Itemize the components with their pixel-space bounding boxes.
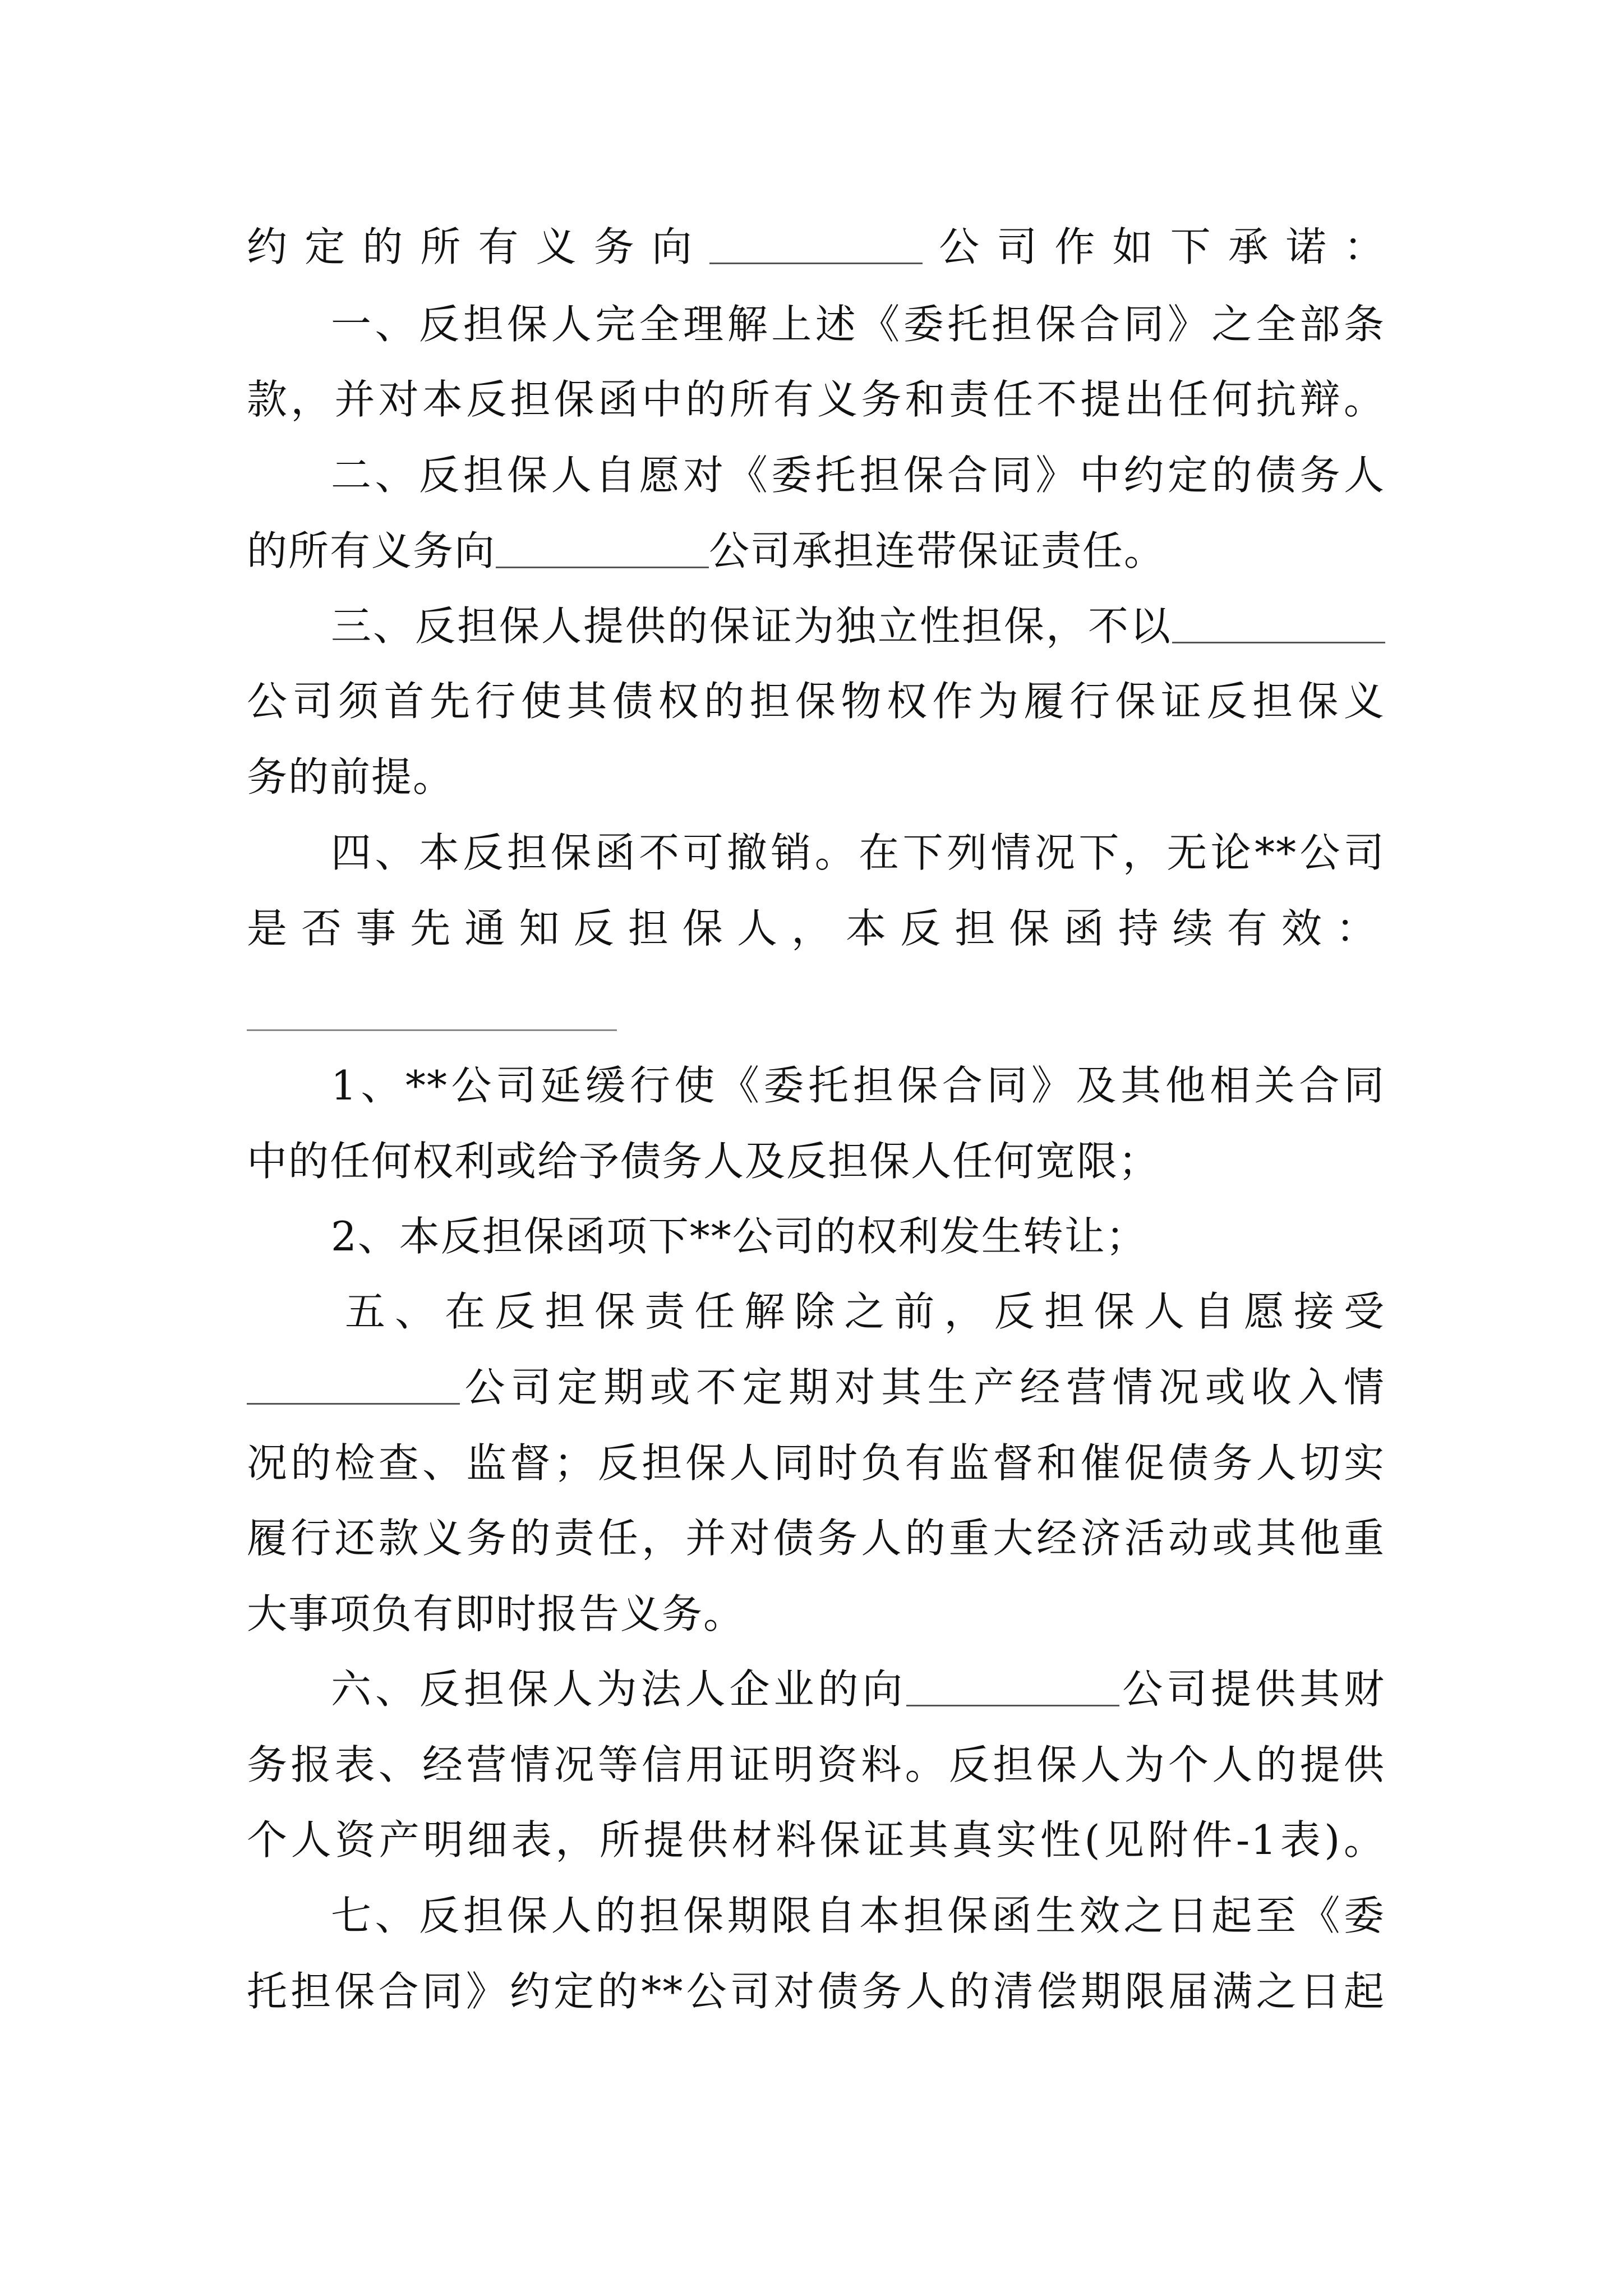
text-line-14 bbox=[247, 1283, 1385, 1340]
text-line-4 bbox=[247, 447, 1385, 503]
line-14-text: 五、在反担保责任解除之前，反担保人自愿接受 bbox=[345, 1288, 1385, 1335]
text-line-6 bbox=[247, 598, 1385, 654]
text-line-15 bbox=[247, 1359, 1385, 1415]
text-line-2 bbox=[247, 296, 1385, 352]
text-line-1 bbox=[247, 219, 1385, 275]
line-19-part-a: 六、反担保人为法人企业的向 bbox=[331, 1665, 907, 1713]
line-3-text: 款，并对本反担保函中的所有义务和责任不提出任何抗辩。 bbox=[247, 376, 1385, 423]
text-line-8 bbox=[247, 749, 1385, 805]
text-line-16 bbox=[247, 1435, 1385, 1491]
line-1-part-a: 约定的所有义务向 bbox=[247, 223, 709, 270]
line-13-text: 2、本反担保函项下**公司的权利发生转让； bbox=[331, 1213, 1147, 1260]
fill-in-blank-1[interactable] bbox=[709, 222, 923, 264]
text-line-21 bbox=[247, 1812, 1385, 1868]
line-4-text: 二、反担保人自愿对《委托担保合同》中约定的债务人 bbox=[331, 452, 1385, 499]
text-line-7 bbox=[247, 673, 1385, 729]
line-19-part-b: 公司提供其财 bbox=[1119, 1665, 1385, 1713]
line-15-text: 公司定期或不定期对其生产经营情况或收入情 bbox=[460, 1364, 1385, 1411]
line-8-text: 务的前提。 bbox=[247, 753, 455, 800]
fill-in-blank-5[interactable] bbox=[906, 1664, 1119, 1706]
line-18-text: 大事项负有即时报告义务。 bbox=[247, 1590, 745, 1637]
text-line-11 bbox=[247, 1057, 1385, 1114]
line-7-text: 公司须首先行使其债权的担保物权作为履行保证反担保义 bbox=[247, 678, 1385, 725]
text-line-3 bbox=[247, 371, 1385, 427]
text-line-9 bbox=[247, 825, 1385, 881]
text-line-22 bbox=[247, 1888, 1385, 1944]
text-line-19 bbox=[247, 1661, 1385, 1717]
line-1-part-b: 公司作如下承诺： bbox=[923, 223, 1385, 270]
line-21-text: 个人资产明细表，所提供材料保证其真实性(见附件-1表)。 bbox=[247, 1816, 1385, 1864]
line-11-text: 1、**公司延缓行使《委托担保合同》及其他相关合同 bbox=[331, 1062, 1385, 1109]
line-12-text: 中的任何权利或给予债务人及反担保人任何宽限； bbox=[247, 1138, 1160, 1185]
line-6-text: 三、反担保人提供的保证为独立性担保，不以 bbox=[331, 602, 1172, 650]
line-23-text: 托担保合同》约定的**公司对债务人的清偿期限届满之日起 bbox=[247, 1968, 1385, 2015]
text-line-18 bbox=[247, 1586, 1385, 1642]
text-line-20 bbox=[247, 1737, 1385, 1793]
line-5-part-a: 的所有义务向 bbox=[247, 527, 496, 574]
line-16-text: 况的检查、监督；反担保人同时负有监督和催促债务人切实 bbox=[247, 1439, 1385, 1487]
text-line-13 bbox=[247, 1208, 1385, 1264]
line-17-text: 履行还款义务的责任，并对债务人的重大经济活动或其他重 bbox=[247, 1515, 1385, 1562]
line-5-part-b: 公司承担连带保证责任。 bbox=[709, 527, 1166, 574]
line-20-text: 务报表、经营情况等信用证明资料。反担保人为个人的提供 bbox=[247, 1741, 1385, 1788]
line-10-text: 是否事先通知反担保人，本反担保函持续有效： bbox=[247, 905, 1385, 952]
line-22-text: 七、反担保人的担保期限自本担保函生效之日起至《委 bbox=[331, 1892, 1385, 1939]
text-line-5 bbox=[247, 523, 1385, 579]
line-9-text: 四、本反担保函不可撤销。在下列情况下，无论**公司 bbox=[331, 829, 1385, 876]
fill-in-blank-3[interactable] bbox=[1172, 601, 1385, 643]
text-line-12 bbox=[247, 1133, 1385, 1189]
text-line-17 bbox=[247, 1510, 1385, 1566]
fill-in-blank-2[interactable] bbox=[496, 526, 709, 568]
separator-line bbox=[247, 1029, 617, 1031]
fill-in-blank-4[interactable] bbox=[247, 1363, 460, 1405]
line-2-text: 一、反担保人完全理解上述《委托担保合同》之全部条 bbox=[331, 301, 1385, 348]
text-line-10 bbox=[247, 900, 1385, 956]
text-line-23 bbox=[247, 1963, 1385, 2019]
